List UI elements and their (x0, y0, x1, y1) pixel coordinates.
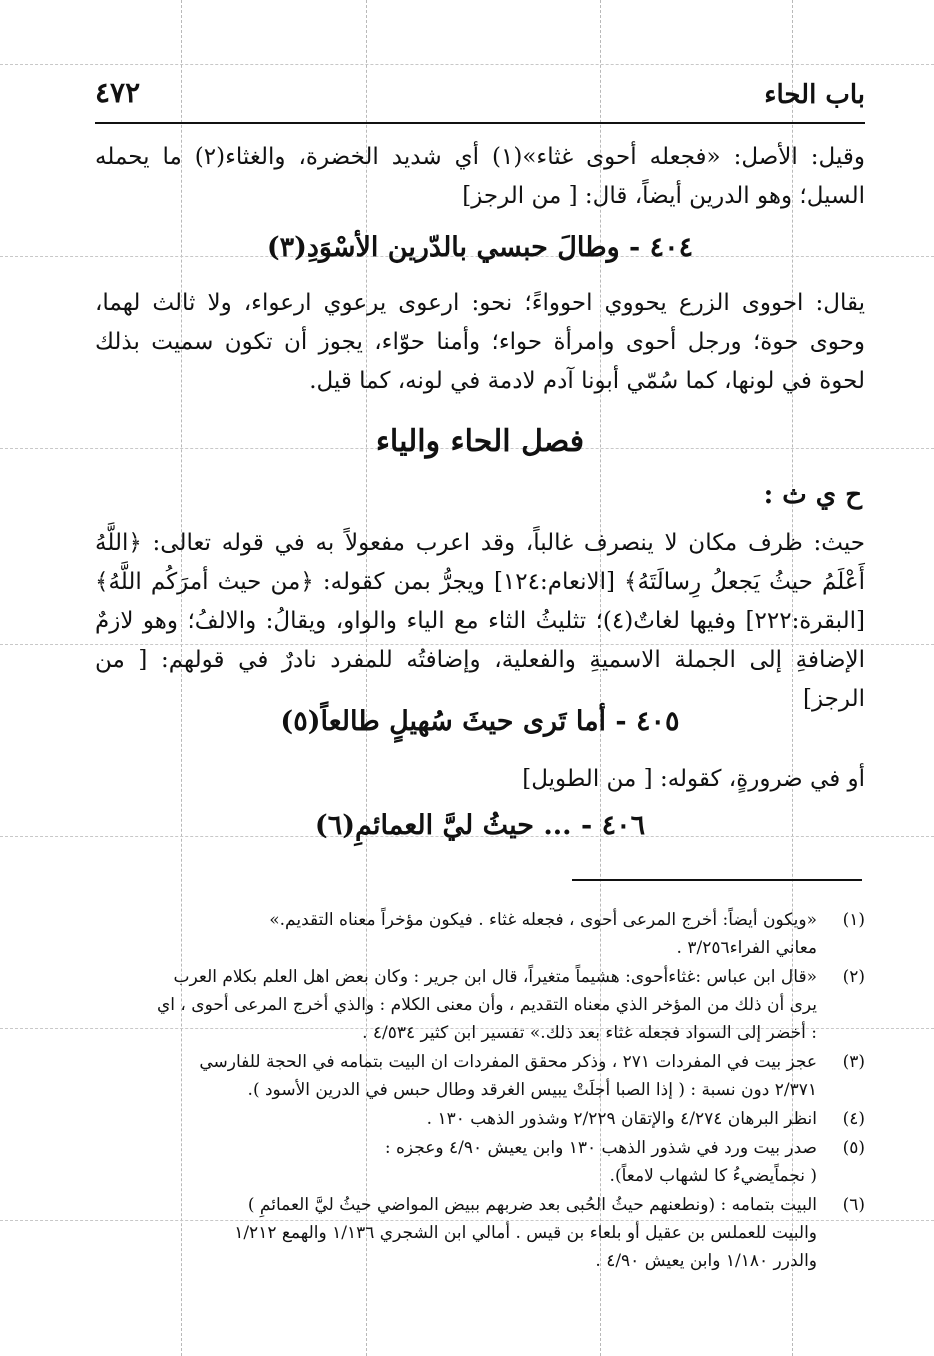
footnote-number: (٤) (842, 1109, 865, 1129)
paragraph-darura: أو في ضرورةٍ، كقوله: [ من الطويل] (522, 766, 865, 792)
page-number: ٤٧٢ (95, 76, 141, 109)
footnote-line: ٢/٣٧١ دون نسبة : ( إذا الصبا أجلَتْ يبيس الغرقد وطال حبس في الدرين الأسود ). (247, 1080, 817, 1100)
footnote-line: البيت بتمامه : (ونطعنهم حيثُ الحُبى بعد ضربهم ببيض المواضي حيثُ ليَّ العمائمِ ) (247, 1195, 817, 1215)
footnote (95, 963, 865, 1047)
verse-405: ٤٠٥ - أما تَرى حيثَ سُهيلٍ طالعاً(٥) (280, 706, 680, 737)
paragraph-hawa: يقال: احووى الزرع يحووي احوواءً؛ نحو: ارعوى يرعوي ارعواء، ولا ثالث لهما، وحوى حوة؛ ورجل أحوى وامرأة حواء؛ وأمنا حوّاء، يجوز أن تكون سميت بذلك لحوة في لونها، كما سُمّي أبونا آدم لادمة في لونه، كما قيل. (95, 290, 865, 394)
footnotes (95, 906, 865, 1276)
footnote-number: (٣) (842, 1052, 865, 1072)
footnote-text (95, 1105, 817, 1133)
footnote-line: : أخضر إلى السواد فجعله غثاء بعد ذلك.» تفسير ابن كثير ٤/٥٣٤ . (362, 1023, 817, 1043)
footnote-line: والبيت للعملس بن عقيل أو بلعاء بن قيس . أمالي ابن الشجري ١/١٣٦ والهمع ١/٢١٢ (234, 1223, 817, 1243)
paragraph-definition: وقيل: الأصل: «فجعله أحوى غثاء»(١) أي شديد الخضرة، والغثاء(٢) ما يحمله السيل؛ وهو الدرين أيضاً، قال: [ من الرجز] (95, 144, 865, 209)
verse-406: ٤٠٦ - ... حيثُ ليَّ العمائمِ(٦) (314, 810, 646, 841)
footnote-line: يرى أن ذلك من المؤخر الذي معناه التقديم ، وأن معنى الكلام : والذي أخرج المرعى أحوى ، اي (156, 995, 817, 1015)
footnote-line: صدر بيت ورد في شذور الذهب ١٣٠ وابن يعيش ٤/٩٠ وعجزه : (384, 1138, 817, 1158)
footnote-text (95, 906, 817, 962)
footnote-line: انظر البرهان ٤/٢٧٤ والإتقان ٢/٢٢٩ وشذور الذهب ١٣٠ . (426, 1109, 817, 1129)
footnote-text (95, 1134, 817, 1190)
footnote (95, 1048, 865, 1104)
footnote-line: ( نجماًيضيءُ كا لشهاب لامعاً). (609, 1166, 817, 1186)
footnote-text (95, 1048, 817, 1104)
scan-grid-line (0, 64, 934, 65)
chapter-heading: فصل الحاء والياء (375, 424, 585, 459)
footnote-line: «قال ابن عباس :غثاءأحوى: هشيماً متغيراً، قال ابن جرير : وكان بعض اهل العلم بكلام العرب (173, 967, 817, 987)
footnote (95, 1191, 865, 1275)
root-heading: ح ي ث : (763, 480, 862, 510)
footnote-line: عجز بيت في المفردات ٢٧١ ، وذكر محقق المفردات ان البيت بتمامه في الحجة للفارسي (199, 1052, 817, 1072)
footnote-separator (572, 879, 862, 881)
footnote (95, 1134, 865, 1190)
footnote-text (95, 963, 817, 1047)
footnote-line: «ويكون أيضاً: أخرج المرعى أحوى ، فجعله غثاء . فيكون مؤخراً معناه التقديم.» (269, 910, 817, 930)
paragraph-haythu: حيث: ظرف مكان لا ينصرف غالباً، وقد اعرب مفعولاً به في قوله تعالى: ﴿اللَّهُ أَعْلَمُ حيثُ يَجعلُ رِسالَتَهُ﴾ [الانعام:١٢٤] ويجرُّ بمن كقوله: ﴿من حيث أمرَكُم اللَّهُ﴾ [البقرة:٢٢٢] وفيها لغاتٌ(٤)؛ تثليثُ الثاء مع الياء والواو، ويقالُ: والالفُ؛ وهو لازمٌ الإضافةِ إلى الجملة الاسميةِ والفعلية، وإضافتُه للمفرد نادرٌ في قولهم: [ من الرجز] (95, 530, 865, 712)
footnote-line: والدرر ١/١٨٠ وابن يعيش ٤/٩٠ . (595, 1251, 817, 1271)
footnote-number: (١) (842, 910, 865, 930)
footnote (95, 906, 865, 962)
chapter-running-title: باب الحاء (764, 80, 865, 110)
footnote-number: (٢) (842, 967, 865, 987)
footnote-number: (٥) (842, 1138, 865, 1158)
footnote (95, 1105, 865, 1133)
verse-404: ٤٠٤ - وطالَ حبسي بالدّرين الأسْوَدِ(٣) (266, 232, 694, 263)
header-rule (95, 122, 865, 124)
page-header (95, 74, 865, 122)
footnote-text (95, 1191, 817, 1275)
footnote-line: معاني الفراء٣/٢٥٦ . (676, 938, 817, 958)
footnote-number: (٦) (842, 1195, 865, 1215)
